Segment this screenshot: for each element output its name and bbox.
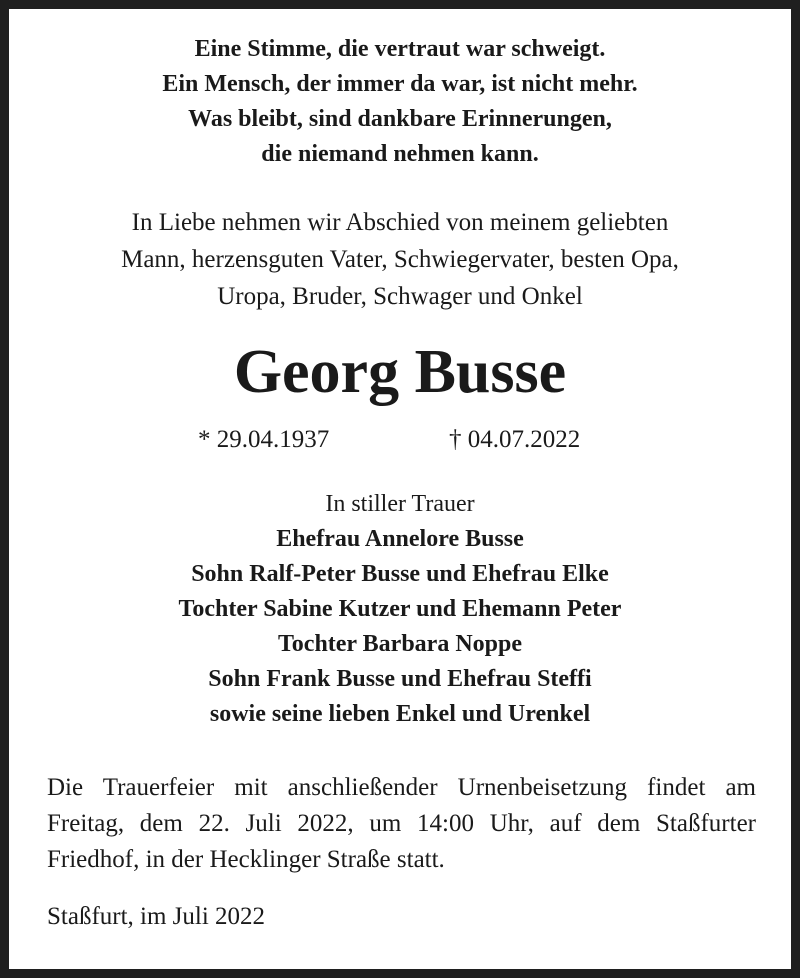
mourner-name: Tochter Sabine Kutzer und Ehemann Peter — [178, 596, 622, 622]
mourner-name: Sohn Frank Busse und Ehefrau Steffi — [208, 666, 592, 692]
deceased-name: Georg Busse — [233, 338, 567, 406]
farewell-intro — [0, 204, 800, 315]
mourner-name: Sohn Ralf-Peter Busse und Ehefrau Elke — [191, 561, 609, 587]
mourner-name: sowie seine lieben Enkel und Urenkel — [209, 701, 591, 727]
birth-date: * 29.04.1937 — [198, 426, 330, 453]
place-and-date: Staßfurt, im Juli 2022 — [47, 903, 266, 930]
poem-line: die niemand nehmen kann. — [261, 141, 539, 167]
intro-line: In Liebe nehmen wir Abschied von meinem geliebten — [131, 209, 669, 236]
poem-line: Was bleibt, sind dankbare Erinnerungen, — [188, 106, 612, 132]
intro-line: Mann, herzensguten Vater, Schwiegervater, besten Opa, — [121, 246, 679, 273]
mourners-list — [0, 487, 800, 732]
intro-line: Uropa, Bruder, Schwager und Onkel — [217, 283, 583, 310]
mourners-intro: In stiller Trauer — [325, 491, 475, 517]
memorial-poem — [0, 32, 800, 172]
mourner-name: Ehefrau Annelore Busse — [276, 526, 524, 552]
ceremony-notice: Die Trauerfeier mit anschließender Urnenbeisetzung findet am Freitag, dem 22. Juli 2022, um 14:00 Uhr, auf dem Staßfurter Friedhof, in der Hecklinger Straße statt. — [47, 774, 756, 873]
mourner-name: Tochter Barbara Noppe — [277, 631, 522, 657]
poem-line: Eine Stimme, die vertraut war schweigt. — [194, 36, 606, 62]
poem-line: Ein Mensch, der immer da war, ist nicht mehr. — [162, 71, 638, 97]
death-date: † 04.07.2022 — [449, 426, 581, 453]
